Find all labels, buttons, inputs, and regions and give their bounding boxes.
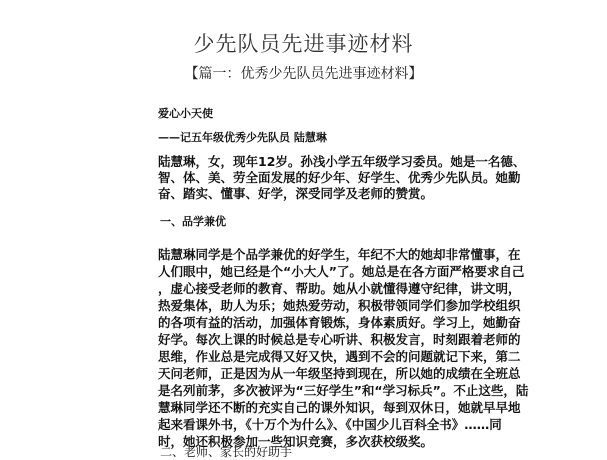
paragraph-line: 思维，作业总是完成得又好又快，遇到不会的问题就记下来，第二 [158,349,521,364]
paragraph-line: 陆慧琳，女，现年12岁。孙浅小学五年级学习委员。她是一名德、 [158,154,526,169]
paragraph-line: 的各项有益的活动，加强体育锻炼，身体素质好。学习上，她勤奋 [158,315,521,330]
section-heading-1: 一、品学兼优 [160,215,226,228]
paragraph-line: 热爱集体，助人为乐；她热爱劳动，积极带领同学们参加学校组织 [158,298,521,313]
document-title: 少先队员先进事迹材料 [193,32,414,56]
section1-paragraph [158,246,529,450]
article-heading: 爱心小天使 [158,107,213,120]
paragraph-line: 智、体、美、劳全面发展的好少年、好学生、优秀少先队员。她勤 [158,170,521,185]
paragraph-line: 人们眼中，她已经是个“小大人”了。她总是在各方面严格要求自己 [158,264,525,279]
paragraph-line: 起来看课外书，《十万个为什么》、《中国少儿百科全书》……同 [158,417,502,432]
document-subtitle: 【篇一：优秀少先队员先进事迹材料】 [184,66,423,82]
intro-paragraph [158,154,526,202]
article-byline: ——记五年级优秀少先队员 陆慧琳 [158,131,327,144]
section-heading-2: 二、老师、家长的好助手 [160,445,293,459]
paragraph-line: 天问老师，正是因为从一年级坚持到现在，所以她的成绩在全班总 [158,366,521,381]
paragraph-line: 好学。每次上课的时候总是专心听讲、积极发言，时刻跟着老师的 [158,332,521,347]
paragraph-line: 陆慧琳同学是个品学兼优的好学生，年纪不大的她却非常懂事，在 [158,247,521,262]
paragraph-line: 慧琳同学还不断的充实自己的课外知识，每到双休日，她就早早地 [158,400,521,415]
paragraph-line: 时，她还积极参加一些知识竞赛，多次获校级奖。 [158,434,434,449]
paragraph-line: 奋、踏实、懂事、好学，深受同学及老师的赞赏。 [158,186,434,201]
paragraph-line: 是名列前茅，多次被评为“三好学生”和“学习标兵”。不止这些，陆 [158,383,529,398]
paragraph-line: ，虚心接受老师的教育、帮助。她从小就懂得遵守纪律，讲文明， [158,281,521,296]
